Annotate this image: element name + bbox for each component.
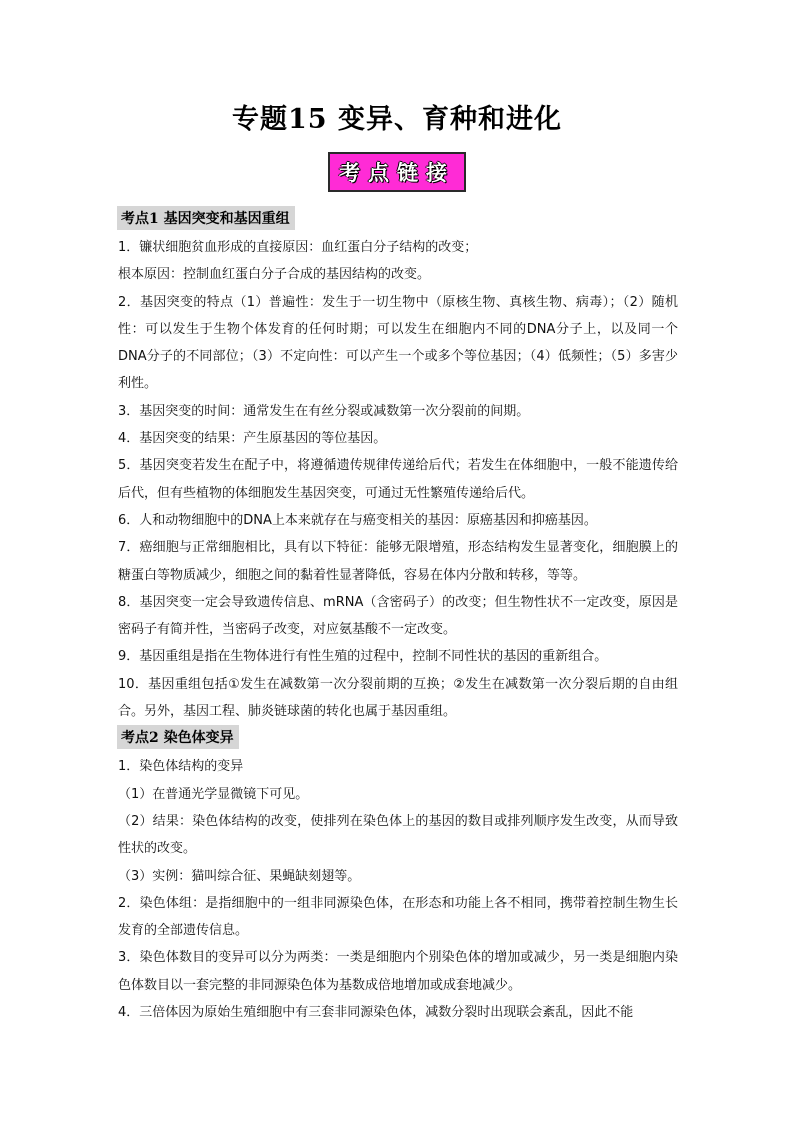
paragraph: 2．染色体组：是指细胞中的一组非同源染色体，在形态和功能上各不相同，携带着控制生物生长发育的全部遗传信息。 (118, 895, 678, 939)
section-1-heading: 考点1 基因突变和基因重组 (117, 206, 295, 230)
badge-container (0, 152, 794, 192)
paragraph: 4．三倍体因为原始生殖细胞中有三套非同源染色体，减数分裂时出现联会紊乱，因此不能 (118, 1005, 634, 1021)
paragraph: 根本原因：控制血红蛋白分子合成的基因结构的改变。 (118, 267, 431, 283)
paragraph: （2）结果：染色体结构的改变，使排列在染色体上的基因的数目或排列顺序发生改变，从而导致性状的改变。 (118, 813, 678, 857)
section-2 (118, 725, 678, 1026)
paragraph: 6．人和动物细胞中的DNA上本来就存在与癌变相关的基因：原癌基因和抑癌基因。 (118, 512, 597, 528)
paragraph: 3．基因突变的时间：通常发生在有丝分裂或减数第一次分裂前的间期。 (118, 403, 530, 419)
paragraph: 1．镰状细胞贫血形成的直接原因：血红蛋白分子结构的改变； (118, 240, 478, 255)
section-2-heading: 考点2 染色体变异 (117, 725, 239, 749)
paragraph: 5．基因突变若发生在配子中，将遵循遗传规律传递给后代；若发生在体细胞中，一般不能遗传给后代，但有些植物的体细胞发生基因突变，可通过无性繁殖传递给后代。 (118, 458, 678, 501)
paragraph: 2．基因突变的特点（1）普遍性：发生于一切生物中（原核生物、真核生物、病毒）；（2）随机性：可以发生于生物个体发育的任何时期；可以发生在细胞内不同的DNA分子上，以及同一个DNA分子的不同部位；（3）不定向性：可以产生一个或多个等位基因；（4）低频性；（5）多害少利性。 (118, 294, 678, 392)
paragraph: 7．癌细胞与正常细胞相比，具有以下特征：能够无限增殖，形态结构发生显著变化，细胞膜上的糖蛋白等物质减少，细胞之间的黏着性显著降低，容易在体内分散和转移，等等。 (118, 540, 678, 583)
paragraph: （3）实例：猫叫综合征、果蝇缺刻翅等。 (118, 868, 361, 884)
page-title: 专题15 变异、育种和进化 (232, 104, 562, 135)
paragraph: 4．基因突变的结果：产生原基因的等位基因。 (118, 431, 387, 447)
paragraph: 10．基因重组包括①发生在减数第一次分裂前期的互换；②发生在减数第一次分裂后期的自由组合。另外，基因工程、肺炎链球菌的转化也属于基因重组。 (118, 676, 678, 720)
paragraph: 8．基因突变一定会导致遗传信息、mRNA（含密码子）的改变；但生物性状不一定改变，原因是密码子有简并性，当密码子改变，对应氨基酸不一定改变。 (118, 594, 678, 638)
paragraph: （1）在普通光学显微镜下可见。 (118, 786, 309, 802)
paragraph: 9．基因重组是指在生物体进行有性生殖的过程中，控制不同性状的基因的重新组合。 (118, 649, 608, 665)
document-body (118, 206, 678, 1026)
paragraph: 1．染色体结构的变异 (118, 759, 244, 775)
paragraph: 3．染色体数目的变异可以分为两类：一类是细胞内个别染色体的增加或减少，另一类是细胞内染色体数目以一套完整的非同源染色体为基数成倍地增加或成套地减少。 (118, 950, 678, 993)
section-1 (118, 206, 678, 725)
section-badge: 考点链接 (328, 152, 466, 192)
